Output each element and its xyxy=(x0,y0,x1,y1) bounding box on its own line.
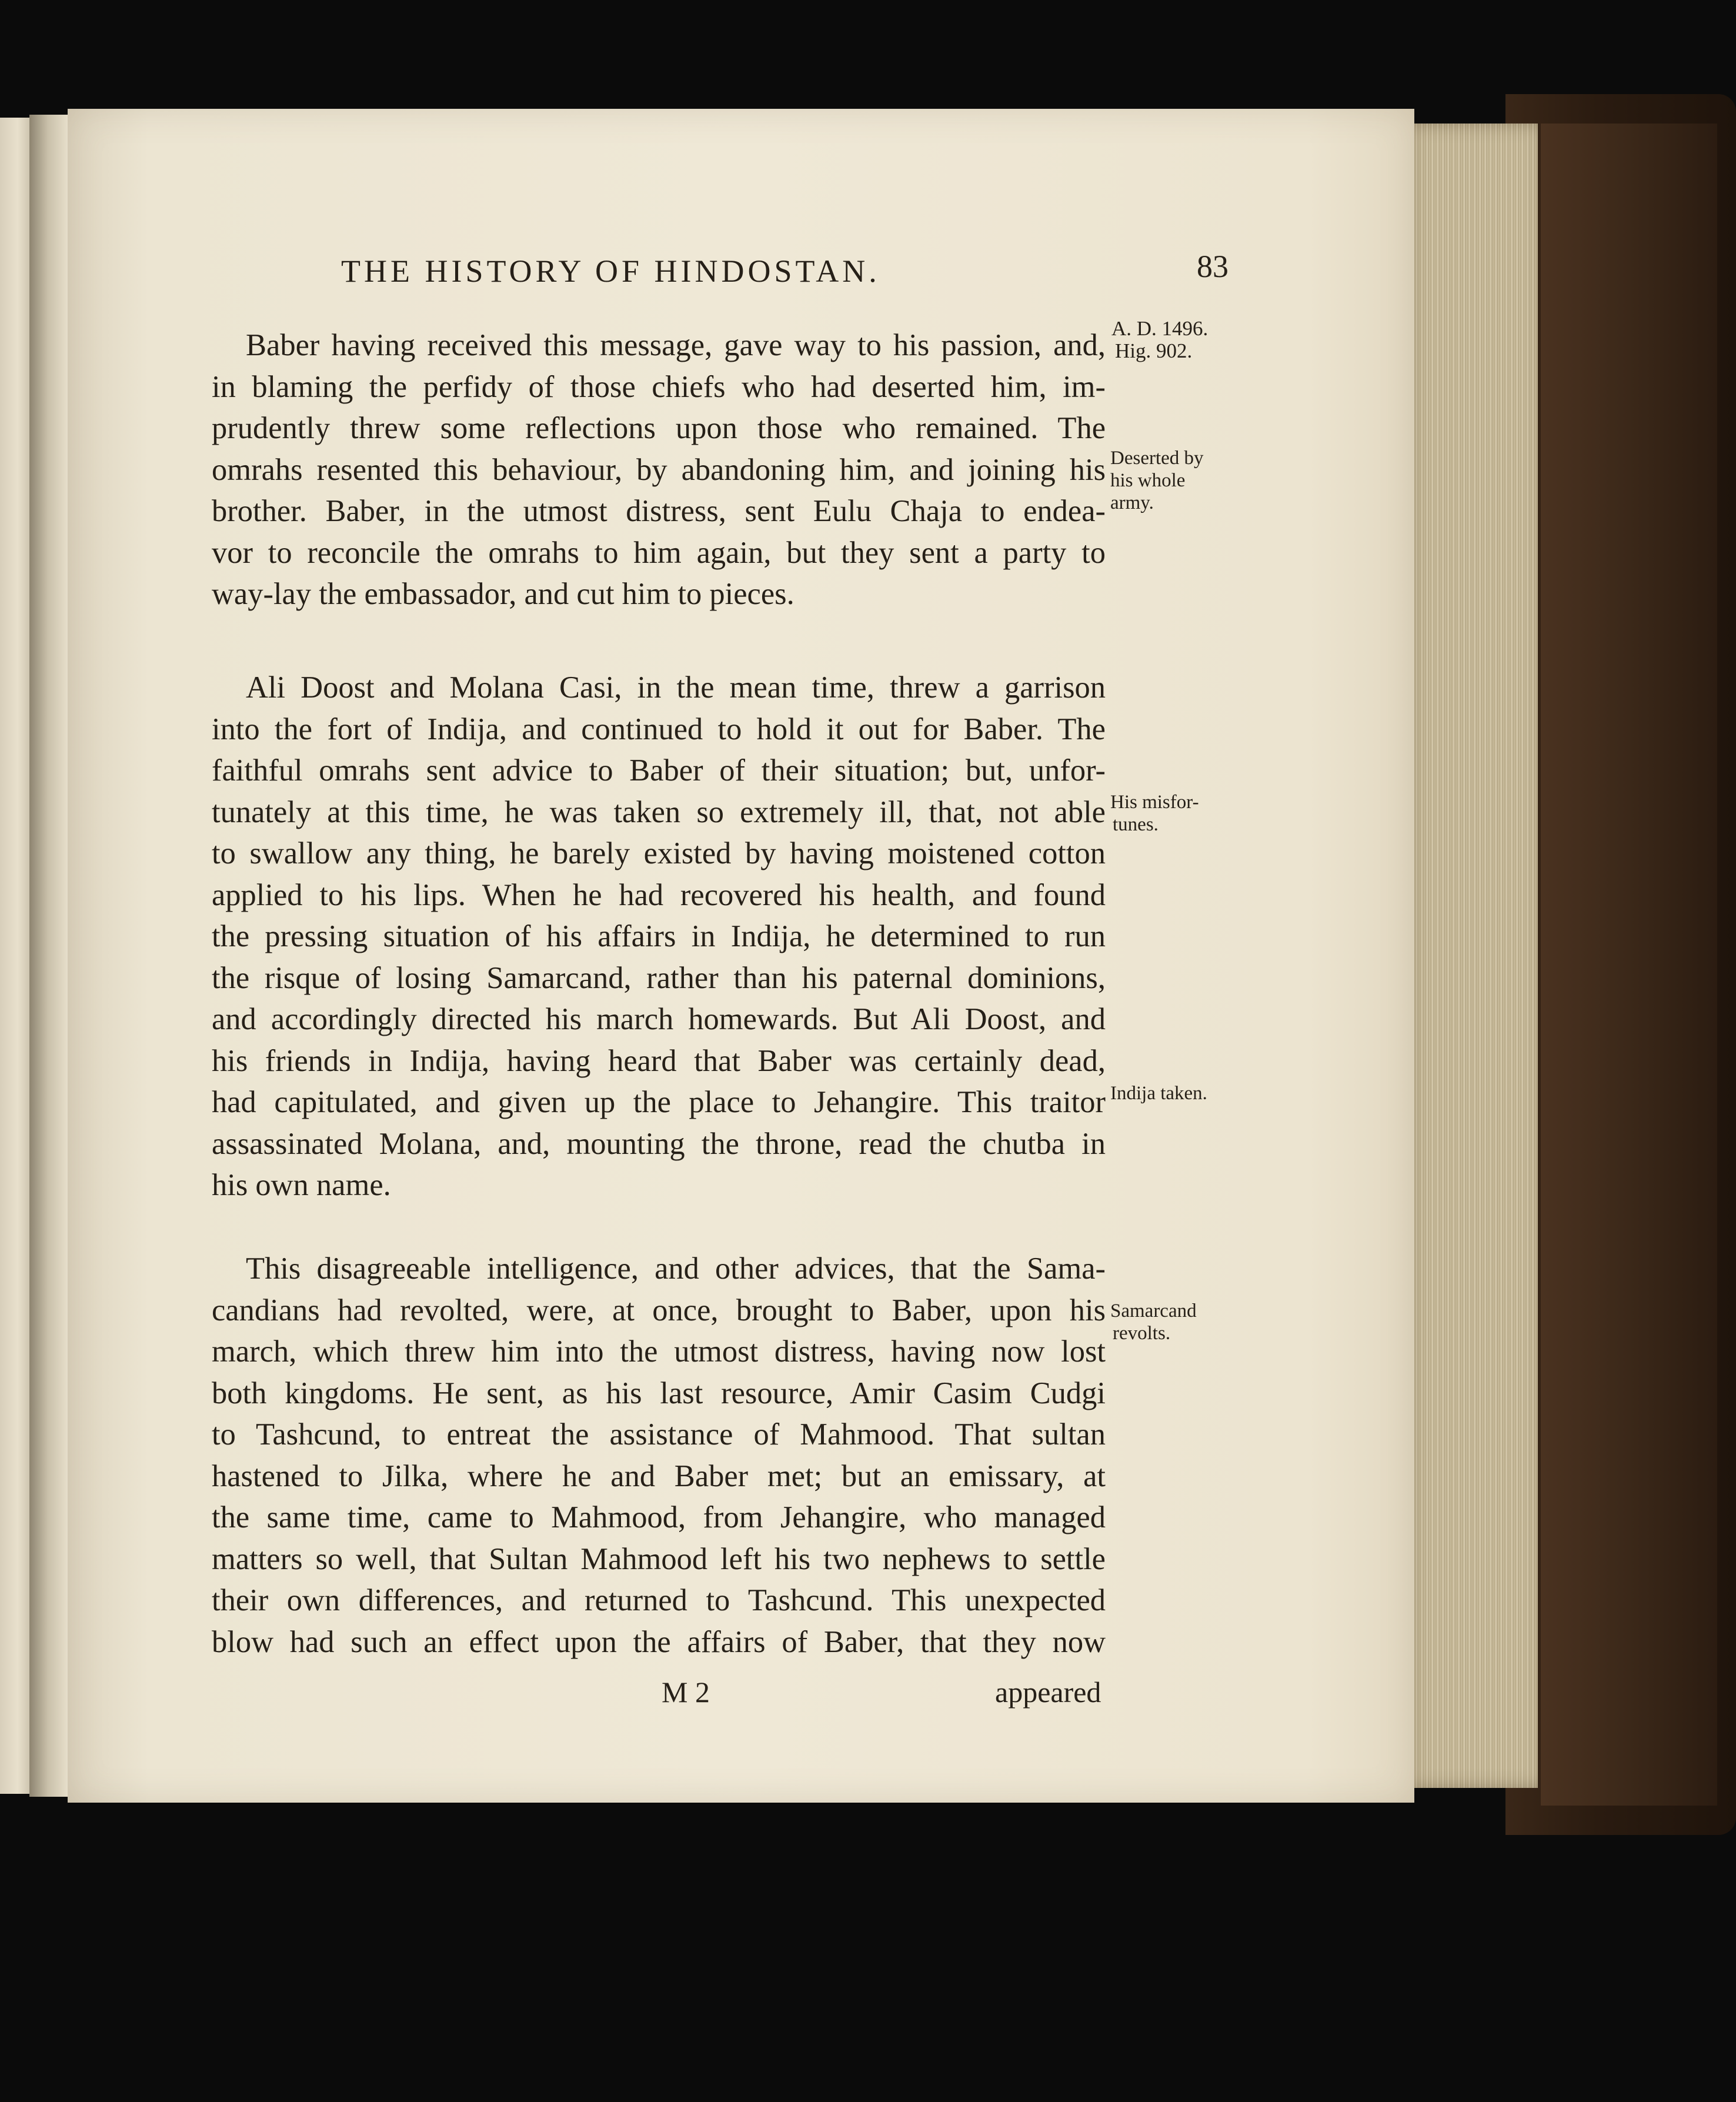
paragraph-2 xyxy=(212,667,1106,1206)
text-line: both kingdoms. He sent, as his last resource, Amir Casim Cudgi xyxy=(212,1376,1106,1410)
text-line: Baber having received this message, gave way to his passion, and, xyxy=(246,328,1106,362)
margin-note-deserted xyxy=(1110,447,1204,514)
text-line: march, which threw him into the utmost distress, having now lost xyxy=(212,1334,1106,1369)
text-line: vor to reconcile the omrahs to him again, but they sent a party to xyxy=(212,535,1106,570)
text-line: to Tashcund, to entreat the assistance of Mahmood. That sultan xyxy=(212,1417,1106,1452)
margin-note-line: army. xyxy=(1110,492,1154,513)
margin-note-line: his whole xyxy=(1110,470,1186,491)
page-block-edges xyxy=(1403,124,1538,1788)
running-head: THE HISTORY OF HINDOSTAN. xyxy=(341,253,880,289)
margin-note-line: Samarcand xyxy=(1110,1300,1197,1322)
text-line: way-lay the embassador, and cut him to pieces. xyxy=(212,577,794,611)
text-line: candians had revolted, were, at once, brought to Baber, upon his xyxy=(212,1293,1106,1327)
margin-note-line: Indija taken. xyxy=(1110,1083,1207,1104)
margin-note-misfortunes xyxy=(1110,791,1199,836)
text-line: their own differences, and returned to Tashcund. This unexpected xyxy=(212,1583,1106,1617)
text-line: applied to his lips. When he had recovered his health, and found xyxy=(212,877,1106,912)
text-line: Ali Doost and Molana Casi, in the mean time, threw a garrison xyxy=(246,670,1106,705)
margin-note-line: Deserted by xyxy=(1110,448,1204,469)
margin-note-line: His misfor- xyxy=(1110,792,1199,813)
margin-note-line: revolts. xyxy=(1113,1323,1171,1344)
text-line: had capitulated, and given up the place to Jehangire. This traitor xyxy=(212,1085,1106,1119)
paragraph-1 xyxy=(212,325,1106,615)
text-line: This disagreeable intelligence, and other advices, that the Sama- xyxy=(246,1252,1106,1286)
margin-note-date xyxy=(1111,318,1208,362)
catchword: appeared xyxy=(995,1676,1101,1709)
text-line: omrahs resented this behaviour, by abandoning him, and joining his xyxy=(212,452,1106,487)
paragraph-3 xyxy=(212,1248,1106,1663)
margin-note-date-ad: A. D. 1496. xyxy=(1111,317,1208,340)
margin-note-date-hig: Hig. 902. xyxy=(1115,339,1193,362)
text-line: hastened to Jilka, where he and Baber met; but an emissary, at xyxy=(212,1459,1106,1493)
text-line: the pressing situation of his affairs in Indija, he determined to run xyxy=(212,919,1106,953)
text-line: blow had such an effect upon the affairs of Baber, that they now xyxy=(212,1624,1106,1659)
margin-note-samarcand xyxy=(1110,1300,1197,1344)
text-line: his friends in Indija, having heard that Baber was certainly dead, xyxy=(212,1043,1106,1078)
text-line: matters so well, that Sultan Mahmood left his two nephews to settle xyxy=(212,1542,1106,1576)
text-line: faithful omrahs sent advice to Baber of their situation; but, unfor- xyxy=(212,753,1106,788)
margin-note-line: tunes. xyxy=(1113,814,1159,835)
margin-note-indija xyxy=(1110,1082,1207,1105)
gutter-shadow xyxy=(29,115,71,1797)
text-line: assassinated Molana, and, mounting the throne, read the chutba in xyxy=(212,1126,1106,1161)
text-line: and accordingly directed his march homewards. But Ali Doost, and xyxy=(212,1002,1106,1036)
text-line: tunately at this time, he was taken so extremely ill, that, not able xyxy=(212,795,1106,829)
cover-board xyxy=(1541,124,1717,1806)
text-line: the same time, came to Mahmood, from Jehangire, who managed xyxy=(212,1500,1106,1534)
text-line: his own name. xyxy=(212,1168,391,1202)
text-line: the risque of losing Samarcand, rather than his paternal dominions, xyxy=(212,960,1106,995)
text-line: in blaming the perfidy of those chiefs who had deserted him, im- xyxy=(212,369,1106,404)
text-line: prudently threw some reflections upon those who remained. The xyxy=(212,411,1106,445)
text-line: into the fort of Indija, and continued to hold it out for Baber. The xyxy=(212,712,1106,746)
signature-mark: M 2 xyxy=(662,1676,710,1709)
previous-page-edge xyxy=(0,118,31,1794)
text-line: to swallow any thing, he barely existed by having moistened cotton xyxy=(212,836,1106,870)
page-number: 83 xyxy=(1197,249,1228,284)
text-line: brother. Baber, in the utmost distress, sent Eulu Chaja to endea- xyxy=(212,494,1106,528)
